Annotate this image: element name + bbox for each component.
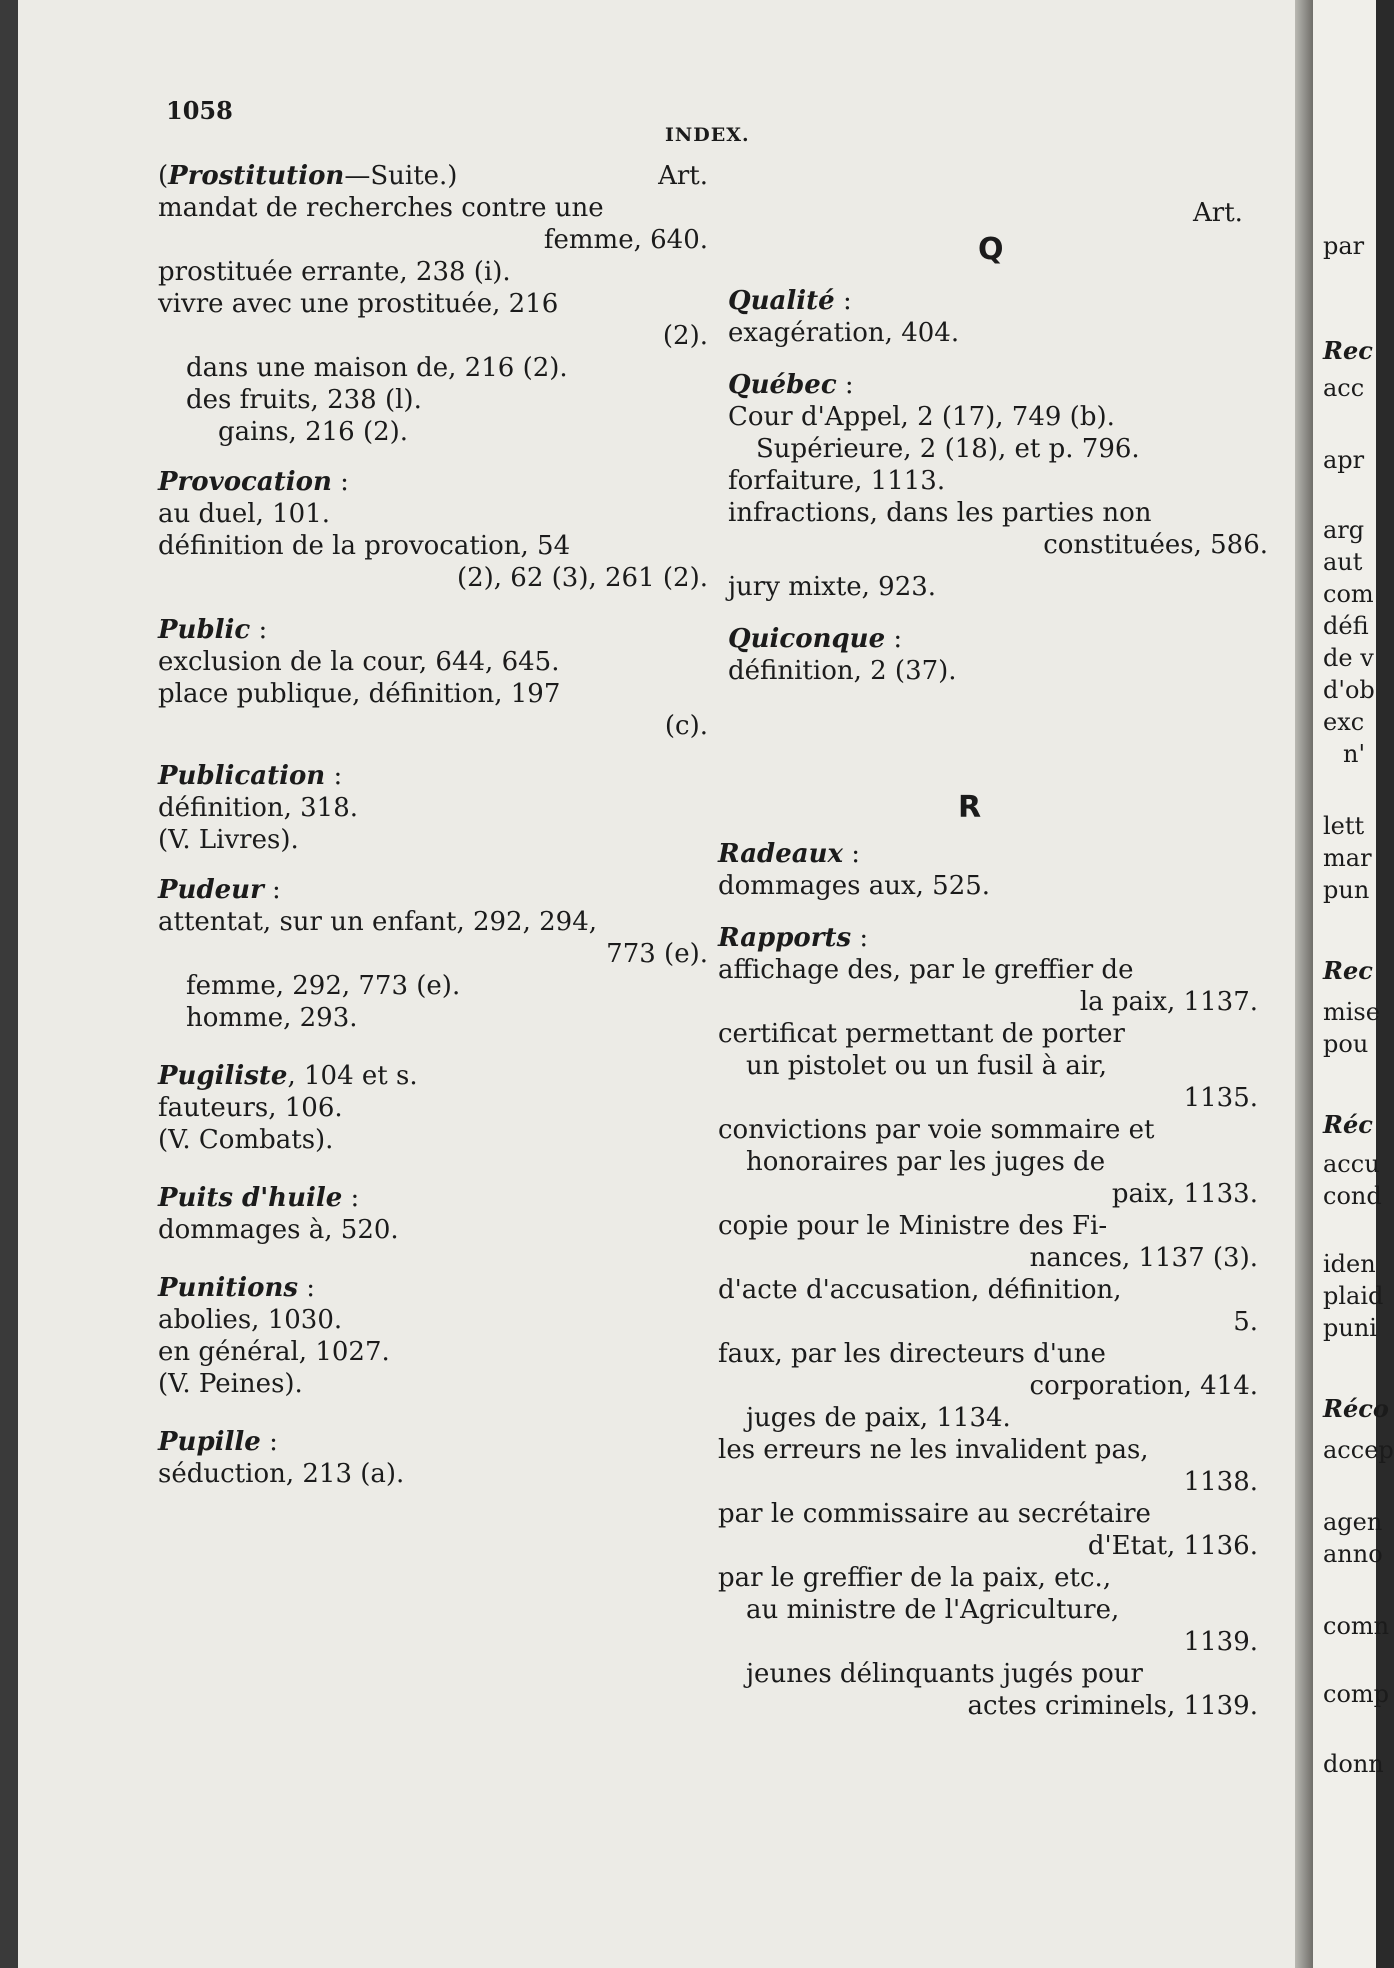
fragment: plaid <box>1323 1282 1384 1310</box>
entry-heading: Publication <box>158 761 326 791</box>
index-line: (V. Livres). <box>158 825 299 855</box>
fragment: pun <box>1323 876 1370 904</box>
fragment: agen <box>1323 1508 1383 1536</box>
index-line: affichage des, par le greffier de <box>718 955 1134 985</box>
entry-heading: Pudeur <box>158 875 264 905</box>
index-line: un pistolet ou un fusil à air, <box>746 1051 1108 1081</box>
fragment: Rec <box>1323 336 1373 365</box>
fragment: arg <box>1323 516 1365 544</box>
entry-heading: Puits d'huile <box>158 1183 343 1213</box>
fragment: exc <box>1323 708 1365 736</box>
index-line: faux, par les directeurs d'une <box>718 1339 1106 1369</box>
index-line: d'acte d'accusation, définition, <box>718 1275 1122 1305</box>
entry-heading: Punitions <box>158 1273 299 1303</box>
index-line: copie pour le Ministre des Fi- <box>718 1211 1108 1241</box>
fragment: donn <box>1323 1750 1384 1778</box>
index-line: corporation, 414. <box>1029 1371 1258 1401</box>
index-line: dans une maison de, 216 (2). <box>186 353 568 383</box>
entry-heading: Rapports <box>718 923 852 953</box>
entry-heading: Provocation <box>158 467 332 497</box>
index-line: jeunes délinquants jugés pour <box>746 1659 1143 1689</box>
index-line: 1138. <box>1183 1467 1258 1497</box>
entry-heading: Radeaux <box>718 839 844 869</box>
index-line: 5. <box>1233 1307 1258 1337</box>
index-line: 1135. <box>1183 1083 1258 1113</box>
index-line: séduction, 213 (a). <box>158 1459 405 1489</box>
index-line: gains, 216 (2). <box>218 417 409 447</box>
running-head: INDEX. <box>665 124 750 146</box>
right-column-q: Qualité : exagération, 404. Québec : Cour d'Appel, 2 (17), 749 (b). Supérieure, 2 (18), et p. 796. forfaiture, 1113. infractions, dans les parties non constituées, 586. jury mixte, 923. Quiconque : définition, 2 (37). <box>728 286 1268 686</box>
index-line: (V. Combats). <box>158 1125 334 1155</box>
art-label: Art. <box>658 161 708 191</box>
fragment: mise <box>1323 998 1380 1026</box>
index-line: des fruits, 238 (l). <box>186 385 422 415</box>
book-gutter <box>1295 0 1313 1968</box>
entry-heading: Pupille <box>158 1427 261 1457</box>
fragment: Réc <box>1323 1110 1373 1139</box>
index-line: en général, 1027. <box>158 1337 390 1367</box>
index-line: par le greffier de la paix, etc., <box>718 1563 1112 1593</box>
fragment: com <box>1323 580 1374 608</box>
index-line: jury mixte, 923. <box>728 572 937 602</box>
section-letter-q: Q <box>978 232 1004 267</box>
fragment: puni <box>1323 1314 1377 1342</box>
fragment: accu <box>1323 1150 1380 1178</box>
index-line: (V. Peines). <box>158 1369 303 1399</box>
index-line: juges de paix, 1134. <box>746 1403 1011 1433</box>
index-line: dommages à, 520. <box>158 1215 399 1245</box>
index-line: prostituée errante, 238 (i). <box>158 257 511 287</box>
art-label-right: Art. <box>1193 198 1243 228</box>
index-line: exagération, 404. <box>728 318 960 348</box>
index-line: Cour d'Appel, 2 (17), 749 (b). <box>728 402 1115 432</box>
fragment: par <box>1323 232 1365 260</box>
header-term: Prostitution <box>168 161 345 191</box>
index-line: définition, 2 (37). <box>728 656 957 686</box>
index-line: au ministre de l'Agriculture, <box>746 1595 1120 1625</box>
index-line: Supérieure, 2 (18), et p. 796. <box>756 434 1140 464</box>
adjacent-page-edge <box>1313 0 1394 1968</box>
fragment: apr <box>1323 446 1365 474</box>
fragment: anno <box>1323 1540 1383 1568</box>
page-number: 1058 <box>166 96 233 125</box>
fragment: n' <box>1343 740 1366 768</box>
index-line: la paix, 1137. <box>1079 987 1258 1017</box>
fragment: Rec <box>1323 956 1373 985</box>
fragment: acc <box>1323 374 1365 402</box>
left-column: (Prostitution—Suite.) Art. mandat de recherches contre une femme, 640. prostituée errante, 238 (i). vivre avec une prostituée, 216 (2). dans une maison de, 216 (2). des fruits, 238 (l). gains, 216 (2). Provocation : au duel, 101. définition de la provocation, 54 (2), 62 (3), 261 (2). Public : exclusion de la cour, 644, 645. place publique, définition, 197 (c). Publication : définition, 318. (V. Livres). Pudeur : attentat, sur un enfant, 292, 294, 773 (e). femme, 292, 773 (e). homme, 293. Pugiliste, 104 et s. fauteurs, 106. (V. Combats). Puits d'huile : dommages à, 520. Punitions : abolies, 1030. en général, 1027. (V. Peines). Pupille : séduction, 213 (a). <box>158 161 708 1489</box>
fragment: défi <box>1323 612 1369 640</box>
fragment: mar <box>1323 844 1372 872</box>
index-line: par le commissaire au secrétaire <box>718 1499 1151 1529</box>
index-line: définition, 318. <box>158 793 359 823</box>
index-line: dommages aux, 525. <box>718 871 991 901</box>
entry-heading: Québec <box>728 370 837 400</box>
index-line: paix, 1133. <box>1111 1179 1258 1209</box>
index-line: forfaiture, 1113. <box>728 466 946 496</box>
fragment: aut <box>1323 548 1363 576</box>
fragment: iden <box>1323 1250 1376 1278</box>
index-line: d'Etat, 1136. <box>1087 1531 1258 1561</box>
entry-heading: Qualité <box>728 286 835 316</box>
index-line: actes criminels, 1139. <box>967 1691 1258 1721</box>
continuation-header: (Prostitution—Suite.) Art. <box>158 161 708 191</box>
fragment: cond <box>1323 1182 1382 1210</box>
index-line: définition de la provocation, 54 <box>158 531 571 561</box>
index-line: les erreurs ne les invalident pas, <box>718 1435 1149 1465</box>
index-line: 773 (e). <box>606 939 708 969</box>
index-line: mandat de recherches contre une <box>158 193 604 223</box>
index-line: abolies, 1030. <box>158 1305 343 1335</box>
index-line: attentat, sur un enfant, 292, 294, <box>158 907 598 937</box>
index-line: vivre avec une prostituée, 216 <box>158 289 559 319</box>
index-line: place publique, définition, 197 <box>158 679 561 709</box>
index-line: au duel, 101. <box>158 499 331 529</box>
index-line: (2), 62 (3), 261 (2). <box>456 563 708 593</box>
index-line: femme, 292, 773 (e). <box>186 971 461 1001</box>
index-line: infractions, dans les parties non <box>728 498 1152 528</box>
index-page <box>18 0 1313 1968</box>
index-line: nances, 1137 (3). <box>1029 1243 1258 1273</box>
fragment: accep <box>1323 1436 1394 1464</box>
fragment: comp <box>1323 1680 1390 1708</box>
index-line: fauteurs, 106. <box>158 1093 343 1123</box>
section-letter-r: R <box>958 790 982 825</box>
fragment: d'ob <box>1323 676 1375 704</box>
entry-heading: Quiconque <box>728 624 886 654</box>
left-page-edge <box>0 0 18 1968</box>
index-line: (2). <box>662 321 708 351</box>
right-column-r: Radeaux : dommages aux, 525. Rapports : affichage des, par le greffier de la paix, 1137. certificat permettant de porter un pistolet ou un fusil à air, 1135. convictions par voie sommaire et honoraires par les juges de paix, 1133. copie pour le Ministre des Fi- nances, 1137 (3). d'acte d'accusation, définition, 5. faux, par les directeurs d'une corporation, 414. juges de paix, 1134. les erreurs ne les invalident pas, 1138. par le commissaire au secrétaire d'Etat, 1136. par le greffier de la paix, etc., au ministre de l'Agriculture, 1139. jeunes délinquants jugés pour actes criminels, 1139. <box>718 839 1258 1721</box>
fragment: lett <box>1323 812 1365 840</box>
index-line: constituées, 586. <box>1043 530 1268 560</box>
entry-heading: Public <box>158 615 251 645</box>
index-line: exclusion de la cour, 644, 645. <box>158 647 560 677</box>
fragment: pou <box>1323 1030 1369 1058</box>
fragment: de v <box>1323 644 1374 672</box>
index-line: 1139. <box>1183 1627 1258 1657</box>
index-line: femme, 640. <box>543 225 708 255</box>
fragment: comn <box>1323 1612 1390 1640</box>
index-line: honoraires par les juges de <box>746 1147 1106 1177</box>
index-line: certificat permettant de porter <box>718 1019 1125 1049</box>
fragment: Réco <box>1323 1394 1389 1423</box>
index-line: (c). <box>664 711 708 741</box>
entry-heading: Pugiliste <box>158 1061 288 1091</box>
index-line: homme, 293. <box>186 1003 358 1033</box>
index-line: convictions par voie sommaire et <box>718 1115 1155 1145</box>
